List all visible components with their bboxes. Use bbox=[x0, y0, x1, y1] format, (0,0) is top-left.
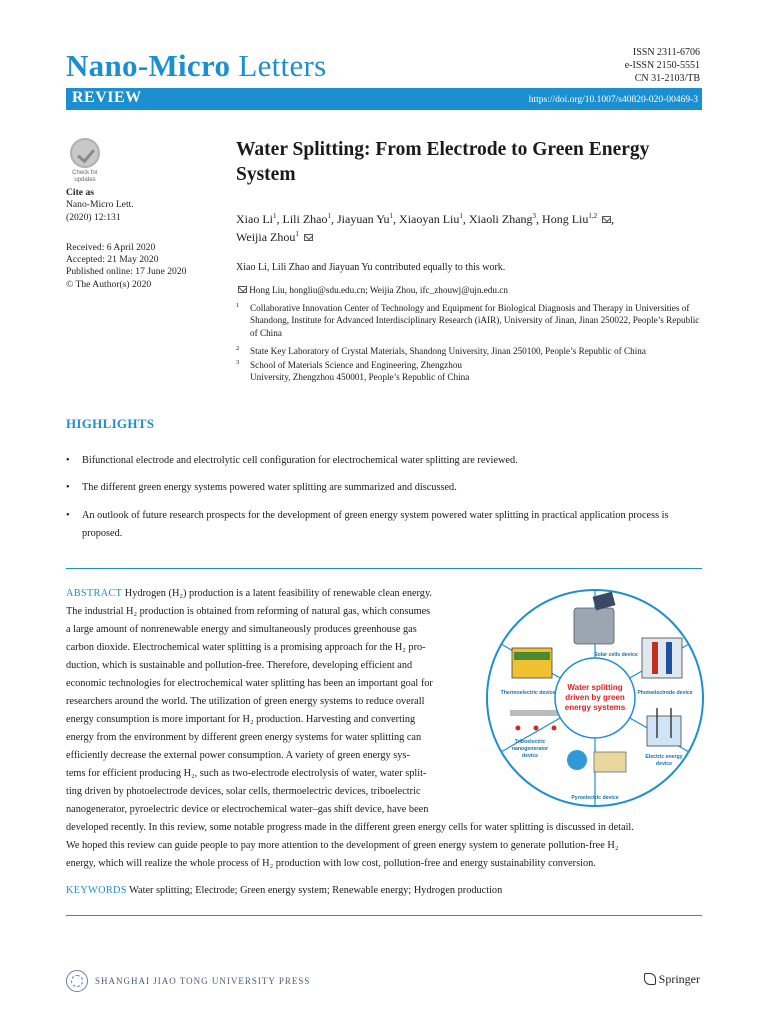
eissn: e-ISSN 2150-5551 bbox=[624, 60, 700, 71]
author[interactable]: Jiayuan Yu$^1$ bbox=[337, 212, 394, 226]
abstract-continuation: developed recently. In this review, some notable progress made in the different green energy cells for water splitting is discussed in detail. We hoped this review can guide people to pay more attention to the development of green energy system to generate pollution-free H₂ energy, which will realize the whole process of H₂ production with low cost, pollution-free and energy sustainability conversion. bbox=[66, 822, 634, 869]
author[interactable]: Xiao Li$^1$ bbox=[236, 212, 277, 226]
center-label: Water splitting bbox=[567, 683, 623, 692]
article-title: Water Splitting: From Electrode to Green Energy System bbox=[236, 139, 650, 185]
affiliation: 2 State Key Laboratory of Crystal Materials, Shandong University, Jinan 250100, People’s Republic of China bbox=[236, 345, 646, 356]
check-updates-icon bbox=[70, 138, 100, 168]
sjtu-press-logo-icon bbox=[66, 970, 88, 992]
keywords-label: KEYWORDS bbox=[66, 885, 127, 896]
divider bbox=[66, 915, 702, 916]
highlight-item: • An outlook of future research prospects for the development of green energy system powered water splitting in practical application process is proposed. bbox=[66, 510, 669, 539]
author[interactable]: Lili Zhao$^1$ bbox=[282, 212, 331, 226]
author-list: Xiao Li$^1$, Lili Zhao$^1$, Jiayuan Yu$^1$, Xiaoyan Liu$^1$, Xiaoli Zhang$^3$, Hong Liu$^{1,2}$ , Weijia Zhou$^1$ bbox=[236, 212, 615, 244]
author[interactable]: Hong Liu$^{1,2}$ bbox=[542, 212, 611, 226]
segment-label-triboelectric: nanogenerator bbox=[511, 746, 549, 752]
corresponding-emails: Hong Liu, hongliu@sdu.edu.cn; Weijia Zhou, ifc_zhouwj@ujn.edu.cn bbox=[236, 285, 706, 295]
press-name: SHANGHAI JIAO TONG UNIVERSITY PRESS bbox=[95, 976, 311, 986]
issn-block bbox=[625, 46, 700, 85]
envelope-icon bbox=[602, 216, 611, 223]
published-date: Published online: 17 June 2020 bbox=[66, 266, 187, 278]
accepted-date: Accepted: 21 May 2020 bbox=[66, 254, 159, 266]
graphical-abstract bbox=[482, 588, 708, 808]
divider bbox=[66, 568, 702, 569]
section-label: REVIEW bbox=[72, 89, 142, 106]
doi-link[interactable]: https://doi.org/10.1007/s40820-020-00469-3 bbox=[528, 95, 698, 105]
author[interactable]: Weijia Zhou$^1$ bbox=[236, 230, 313, 244]
cite-as-label: Cite as bbox=[66, 187, 94, 198]
author[interactable]: Xiaoli Zhang$^3$ bbox=[468, 212, 537, 226]
received-date: Received: 6 April 2020 bbox=[66, 241, 156, 253]
abstract-label: ABSTRACT bbox=[66, 588, 123, 599]
segment-label-electric: device bbox=[655, 761, 673, 767]
cite-journal: Nano-Micro Lett. bbox=[66, 199, 134, 211]
segment-label-triboelectric: device bbox=[521, 753, 539, 759]
pyroelectric-sketch bbox=[567, 750, 626, 772]
abstract-body: ABSTRACT Hydrogen (H₂) production is a latent feasibility of renewable clean energy. The industrial H₂ production is obtained from reforming of natural gas, which consumes a large amount of nonrenewable energy and simultaneously produces greenhouse gas carbon dioxide. Electrochemical water splitting is a promising approach for the H₂ pro- duction, which is sustainable and pollution-free. Therefore, developing efficient and economic technologies for electrochemical water splitting has been an important goal for researchers around the world. The utilization of green energy systems to reduce overall energy consumption is more important for H₂ production. Harvesting and converting energy from the environment by different green energy systems for water splitting can efficiently decrease the external power consumption. A variety of green energy sys- tems for efficient producing H₂, such as two-electrode electrolysis of water, water split- ting driven by photoelectrode devices, solar cells, thermoelectric devices, triboelectric nanogenerator, pyroelectric device or electrochemical water–gas shift device, have been bbox=[66, 588, 433, 815]
center-label: energy systems bbox=[564, 703, 626, 712]
check-for-updates-badge[interactable] bbox=[66, 138, 104, 184]
thermoelectric-sketch bbox=[512, 648, 552, 678]
journal-title: Nano-Micro Letters bbox=[66, 48, 327, 83]
copyright: © The Author(s) 2020 bbox=[66, 278, 152, 290]
springer-logo: Springer bbox=[644, 972, 700, 987]
highlights-heading: HIGHLIGHTS bbox=[66, 416, 155, 431]
photoelectrode-sketch bbox=[642, 638, 682, 678]
envelope-icon bbox=[304, 234, 313, 241]
center-label: driven by green bbox=[565, 693, 625, 702]
highlight-item: • The different green energy systems powered water splitting are summarized and discussed. bbox=[66, 482, 457, 493]
segment-label-thermoelectric: Thermoelectric device bbox=[500, 690, 556, 696]
cn-number: CN 31-2103/TB bbox=[634, 73, 700, 84]
springer-horse-icon bbox=[644, 973, 656, 985]
cite-ref: (2020) 12:131 bbox=[66, 211, 121, 223]
segment-label-solar: Solar cells device bbox=[594, 652, 638, 658]
affiliation: 3 School of Materials Science and Engineering, Zhengzhou University, Zhengzhou 450001, People’s Republic of China bbox=[236, 359, 470, 383]
check-updates-text: Check for updates bbox=[72, 170, 98, 183]
article-meta bbox=[66, 187, 206, 291]
issn: ISSN 2311-6706 bbox=[632, 47, 700, 58]
envelope-icon bbox=[238, 286, 247, 293]
segment-label-electric: Electric energy bbox=[645, 754, 683, 760]
highlight-item: • Bifunctional electrode and electrolytic cell configuration for electrochemical water splitting are reviewed. bbox=[66, 455, 518, 466]
segment-label-pyroelectric: Pyroelectric device bbox=[571, 795, 619, 801]
keywords: KEYWORDS Water splitting; Electrode; Green energy system; Renewable energy; Hydrogen production bbox=[66, 885, 503, 896]
equal-contribution-note: Xiao Li, Lili Zhao and Jiayuan Yu contributed equally to this work. bbox=[236, 262, 506, 273]
segment-label-triboelectric: Triboelectric bbox=[514, 739, 546, 745]
author[interactable]: Xiaoyan Liu$^1$ bbox=[399, 212, 463, 226]
segment-label-photoelectrode: Photoelectrode device bbox=[637, 690, 693, 696]
affiliation: 1 Collaborative Innovation Center of Technology and Equipment for Biological Diagnosis and Therapy in Universities of Shandong, Institute for Advanced Interdisciplinary Research (iAIR), University of Jinan, Jinan 250022, People’s Republic of China bbox=[236, 302, 700, 338]
